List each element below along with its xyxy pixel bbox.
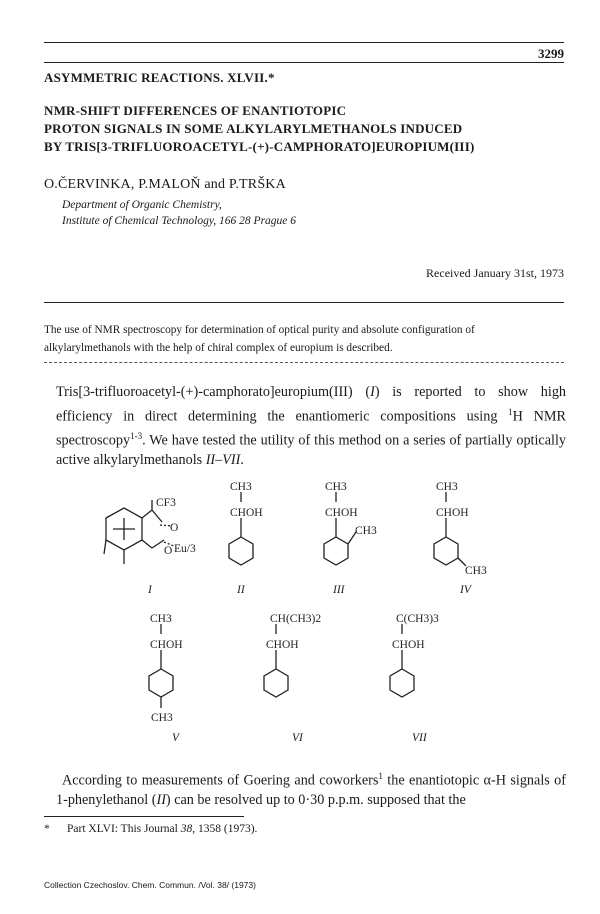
structure-iv-ring <box>434 537 458 565</box>
ch3-label-ii: CH3 <box>230 481 252 493</box>
cf3-label: CF3 <box>156 497 176 509</box>
label-ii: II <box>237 584 245 596</box>
intro-paragraph: Tris[3-trifluoroacetyl-(+)-camphorato]europium(III) (I) is reported to show high efficiency in direct determining the enantiomeric compositions using $^1$H NMR spectroscopy$^{1-3}$. We have tested the utility of this method on a series of partially optically active alkylarylmethanols II–VII. <box>56 384 567 468</box>
title-line-1: NMR-SHIFT DIFFERENCES OF ENANTIOTOPIC <box>44 103 347 118</box>
label-v: V <box>172 732 180 744</box>
footnote: * Part XLVI: This Journal 38, 1358 (1973). <box>44 823 258 835</box>
oxygen-label-2: O <box>164 545 173 557</box>
structure-iii-ring <box>324 537 348 565</box>
ch3-label-v-para: CH3 <box>151 712 173 724</box>
choh-label-vi: CHOH <box>266 639 299 651</box>
oxygen-label-1: O <box>170 522 179 534</box>
affiliation-department: Department of Organic Chemistry, <box>62 199 222 211</box>
choh-label-iv: CHOH <box>436 507 469 519</box>
choh-label-iii: CHOH <box>325 507 358 519</box>
ch3-label-iii: CH3 <box>325 481 347 493</box>
europium-label: Eu/3 <box>174 543 196 555</box>
structures-figure <box>0 470 600 760</box>
label-vii: VII <box>412 732 427 744</box>
structure-v-ring <box>149 669 173 697</box>
top-rule <box>44 42 564 43</box>
isopropyl-label-vi: CH(CH3)2 <box>270 613 322 625</box>
ch3-label-iii-ortho: CH3 <box>355 525 377 537</box>
title-line-2: PROTON SIGNALS IN SOME ALKYLARYLMETHANOLS INDUCED <box>44 121 463 136</box>
ch3-label-iv: CH3 <box>436 481 458 493</box>
label-vi: VI <box>292 732 303 744</box>
authors: O.ČERVINKA, P.MALOŇ and P.TRŠKA <box>44 177 286 192</box>
header-rule <box>44 62 564 63</box>
journal-footer: Collection Czechoslov. Chem. Commun. /Vol. 38/ (1973) <box>44 880 256 890</box>
title-line-3: BY TRIS[3-TRIFLUOROACETYL-(+)-CAMPHORATO]EUROPIUM(III) <box>44 139 475 154</box>
label-iii: III <box>333 584 345 596</box>
structure-vii-ring <box>390 669 414 697</box>
abstract-top-rule <box>44 302 564 303</box>
choh-label-v: CHOH <box>150 639 183 651</box>
label-i: I <box>148 584 152 596</box>
ch3-label-iv-meta: CH3 <box>465 565 487 577</box>
second-paragraph: According to measurements of Goering and coworkers$^1$ the enantiotopic α-H signals of 1-phenylethanol (II) can be resolved up to 0·30 p.p.m. supposed that the <box>56 771 566 809</box>
affiliation-institute: Institute of Chemical Technology, 166 28 Prague 6 <box>62 215 297 227</box>
abstract-bottom-rule <box>44 362 564 363</box>
series-title: ASYMMETRIC REACTIONS. XLVII.* <box>44 70 275 85</box>
choh-label-vii: CHOH <box>392 639 425 651</box>
page-number: 3299 <box>538 46 564 61</box>
abstract: The use of NMR spectroscopy for determination of optical purity and absolute configuration of alkylarylmethanols with the help of chiral complex of europium is described. <box>44 324 475 354</box>
choh-label-ii: CHOH <box>230 507 263 519</box>
ch3-label-v: CH3 <box>150 613 172 625</box>
tert-butyl-label-vii: C(CH3)3 <box>396 613 439 625</box>
label-iv: IV <box>460 584 471 596</box>
structure-ii-ring <box>229 537 253 565</box>
footnote-rule <box>44 816 244 817</box>
received-date: Received January 31st, 1973 <box>426 266 564 280</box>
structure-vi-ring <box>264 669 288 697</box>
